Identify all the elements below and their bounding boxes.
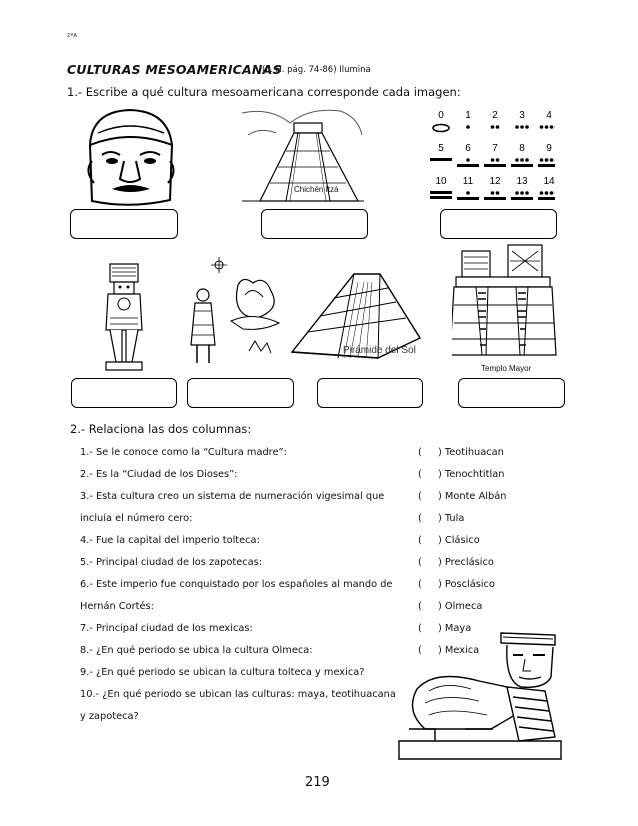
question-line: 3.- Esta cultura creo un sistema de numeración vigesimal que bbox=[80, 491, 385, 502]
maya-dot-glyph bbox=[515, 191, 519, 195]
maya-numeral-label: 10 bbox=[435, 176, 447, 187]
question-line: 6.- Este imperio fue conquistado por los españoles al mando de bbox=[80, 579, 393, 590]
maya-bar-glyph bbox=[430, 191, 452, 194]
maya-bar-glyph bbox=[511, 197, 533, 200]
caption-templo-mayor: Templo Mayor bbox=[481, 364, 532, 373]
answer-paren[interactable]: ( bbox=[418, 579, 422, 590]
maya-dot-glyph bbox=[496, 191, 500, 195]
maya-bar-glyph bbox=[430, 196, 452, 199]
maya-dot-glyph bbox=[525, 158, 529, 162]
question-1-heading: 1.- Escribe a qué cultura mesoamericana corresponde cada imagen: bbox=[67, 85, 461, 99]
question-line: 9.- ¿En qué periodo se ubican la cultura tolteca y mexica? bbox=[80, 667, 365, 678]
answer-paren[interactable]: ( bbox=[418, 557, 422, 568]
maya-dot-glyph bbox=[545, 125, 549, 129]
olmec-head-illustration bbox=[80, 105, 180, 210]
answer-box-atlante[interactable] bbox=[71, 378, 177, 408]
option-item: ) Mexica bbox=[438, 645, 480, 656]
page-title: CULTURAS MESOAMERICANAS bbox=[67, 62, 282, 77]
maya-dot-glyph bbox=[491, 191, 495, 195]
question-line: 10.- ¿En qué periodo se ubican las culturas: maya, teotihuacana bbox=[80, 689, 396, 700]
maya-dot-glyph bbox=[496, 125, 500, 129]
maya-dot-glyph bbox=[520, 191, 524, 195]
maya-dot-glyph bbox=[520, 125, 524, 129]
question-line: incluía el número cero: bbox=[80, 513, 193, 524]
option-item: ) Olmeca bbox=[438, 601, 483, 612]
maya-dot-glyph bbox=[466, 158, 470, 162]
maya-numerals-graphic bbox=[425, 107, 555, 202]
maya-dot-glyph bbox=[540, 125, 544, 129]
maya-dot-glyph bbox=[540, 191, 544, 195]
question-line: 7.- Principal ciudad de los mexicas: bbox=[80, 623, 253, 634]
maya-dot-glyph bbox=[550, 191, 554, 195]
answer-box-numerals[interactable] bbox=[440, 209, 557, 239]
maya-dot-glyph bbox=[466, 125, 470, 129]
maya-dot-glyph bbox=[520, 158, 524, 162]
maya-numeral-label: 2 bbox=[492, 110, 498, 121]
answer-box-olmec[interactable] bbox=[70, 209, 178, 239]
maya-bar-glyph bbox=[538, 197, 555, 200]
title-reference: (L. H. pág. 74-86) Ilumina bbox=[262, 65, 371, 75]
maya-numeral-label: 13 bbox=[516, 176, 528, 187]
maya-numeral-label: 8 bbox=[519, 143, 525, 154]
maya-numeral-label: 11 bbox=[462, 176, 474, 187]
answer-box-piramide[interactable] bbox=[317, 378, 423, 408]
maya-bar-glyph bbox=[457, 197, 479, 200]
option-item: ) Maya bbox=[438, 623, 472, 634]
maya-numeral-label: 6 bbox=[465, 143, 471, 154]
header-tag: 2ºA bbox=[67, 33, 78, 39]
question-line: 1.- Se le conoce como la “Cultura madre”: bbox=[80, 447, 287, 458]
question-line: 4.- Fue la capital del imperio tolteca: bbox=[80, 535, 260, 546]
maya-dot-glyph bbox=[540, 158, 544, 162]
maya-dot-glyph bbox=[496, 158, 500, 162]
maya-dot-glyph bbox=[545, 158, 549, 162]
option-item: ) Tenochtitlan bbox=[438, 469, 505, 480]
maya-bar-glyph bbox=[484, 197, 506, 200]
maya-numeral-label: 7 bbox=[492, 143, 498, 154]
answer-paren[interactable]: ( bbox=[418, 469, 422, 480]
question-line: 8.- ¿En qué periodo se ubica la cultura Olmeca: bbox=[80, 645, 313, 656]
maya-bar-glyph bbox=[457, 164, 479, 167]
answer-box-tenochtitlan[interactable] bbox=[187, 378, 294, 408]
answer-paren[interactable]: ( bbox=[418, 623, 422, 634]
option-item: ) Clásico bbox=[438, 535, 480, 546]
question-line: Hernán Cortés: bbox=[80, 601, 154, 612]
maya-dot-glyph bbox=[515, 158, 519, 162]
caption-piramide-del-sol: Pirámide del Sol bbox=[343, 345, 416, 356]
maya-dot-glyph bbox=[525, 191, 529, 195]
option-item: ) Teotihuacan bbox=[438, 447, 504, 458]
maya-numeral-label: 3 bbox=[519, 110, 525, 121]
maya-numeral-label: 9 bbox=[546, 143, 552, 154]
page-number: 219 bbox=[305, 775, 330, 790]
maya-bar-glyph bbox=[538, 164, 555, 167]
maya-numeral-label: 14 bbox=[543, 176, 555, 187]
maya-dot-glyph bbox=[550, 158, 554, 162]
maya-bar-glyph bbox=[484, 164, 506, 167]
answer-paren[interactable]: ( bbox=[418, 601, 422, 612]
question-line: 5.- Principal ciudad de los zapotecas: bbox=[80, 557, 263, 568]
answer-paren[interactable]: ( bbox=[418, 513, 422, 524]
maya-numerals-chart bbox=[425, 107, 555, 202]
maya-dot-glyph bbox=[550, 125, 554, 129]
maya-shell-glyph bbox=[433, 125, 449, 132]
option-item: ) Monte Albán bbox=[438, 491, 507, 502]
answer-paren[interactable]: ( bbox=[418, 491, 422, 502]
chac-mool-illustration bbox=[395, 625, 565, 765]
answer-box-templo[interactable] bbox=[458, 378, 565, 408]
answer-paren[interactable]: ( bbox=[418, 645, 422, 656]
tenochtitlan-founding-illustration bbox=[183, 255, 288, 370]
templo-mayor-illustration bbox=[452, 243, 557, 363]
question-2-heading: 2.- Relaciona las dos columnas: bbox=[70, 422, 252, 436]
maya-dot-glyph bbox=[515, 125, 519, 129]
answer-paren[interactable]: ( bbox=[418, 447, 422, 458]
question-line: y zapoteca? bbox=[80, 711, 139, 722]
maya-numeral-label: 4 bbox=[546, 110, 552, 121]
answer-paren[interactable]: ( bbox=[418, 535, 422, 546]
maya-dot-glyph bbox=[545, 191, 549, 195]
maya-bar-glyph bbox=[511, 164, 533, 167]
toltec-atlante-illustration bbox=[98, 262, 150, 372]
maya-dot-glyph bbox=[525, 125, 529, 129]
option-item: ) Posclásico bbox=[438, 579, 495, 590]
maya-dot-glyph bbox=[466, 191, 470, 195]
option-item: ) Preclásico bbox=[438, 557, 494, 568]
maya-numeral-label: 0 bbox=[438, 110, 444, 121]
maya-numeral-label: 1 bbox=[465, 110, 471, 121]
caption-chichen-itza: Chichén Itzá bbox=[294, 185, 339, 194]
option-item: ) Tula bbox=[438, 513, 465, 524]
answer-box-chichen[interactable] bbox=[261, 209, 368, 239]
question-line: 2.- Es la “Ciudad de los Dioses”: bbox=[80, 469, 238, 480]
maya-numeral-label: 5 bbox=[438, 143, 444, 154]
maya-dot-glyph bbox=[491, 125, 495, 129]
maya-bar-glyph bbox=[430, 158, 452, 161]
maya-numeral-label: 12 bbox=[489, 176, 501, 187]
maya-dot-glyph bbox=[491, 158, 495, 162]
